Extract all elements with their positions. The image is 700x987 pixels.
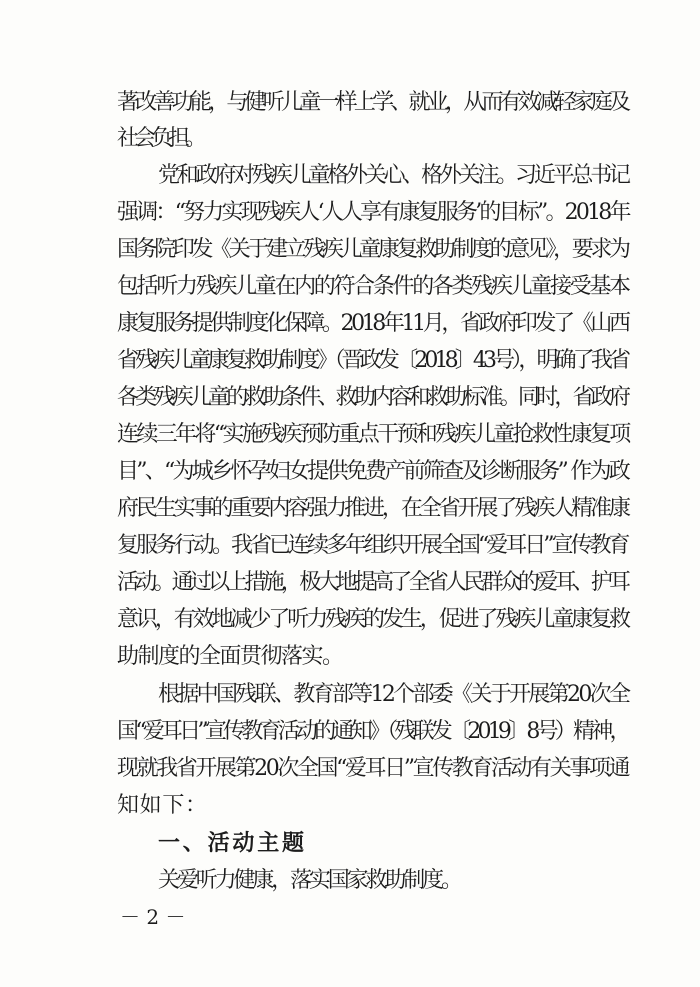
text-line: 复服务行动。我省已连续多年组织开展全国“爱耳日”宣传教育 bbox=[117, 533, 628, 558]
text-line: 现就我省开展第20次全国“爱耳日”宣传教育活动有关事项通 bbox=[117, 756, 629, 781]
text-line: 强调：“努力实现残疾人‘人人享有康复服务’的目标”。2018年 bbox=[117, 200, 629, 225]
text-line: 助制度的全面贯彻落实。 bbox=[117, 644, 343, 669]
text-line: 康复服务提供制度化保障。2018年11月，省政府印发了《山西 bbox=[117, 311, 628, 336]
text-line: 连续三年将“实施残疾预防重点干预和残疾儿童抢救性康复项 bbox=[117, 422, 629, 447]
text-line: 府民生实事的重要内容强力推进，在全省开展了残疾人精准康 bbox=[117, 496, 628, 521]
text-line: 知如下： bbox=[117, 793, 208, 818]
text-line: 社会负担。 bbox=[117, 126, 203, 151]
text-line: 国“爱耳日”宣传教育活动的通知》（残联发〔2019〕8号）精神， bbox=[117, 719, 628, 744]
text-line: 根据中国残联、教育部等12个部委《关于开展第20次全 bbox=[158, 682, 629, 707]
text-line: 目”、“为城乡怀孕妇女提供免费产前筛查及诊断服务” 作为政 bbox=[117, 459, 628, 484]
text-line: 意识，有效地减少了听力残疾的发生，促进了残疾儿童康复救 bbox=[117, 607, 628, 632]
text-line: 活动。通过以上措施，极大地提高了全省人民群众的爱耳、护耳 bbox=[117, 570, 628, 595]
text-line: 各类残疾儿童的救助条件、救助内容和救助标准。同时，省政府 bbox=[117, 385, 628, 410]
page-number: － 2 － bbox=[120, 905, 186, 929]
section-heading: 一、活动主题 bbox=[158, 831, 307, 856]
text-line: 国务院印发《关于建立残疾儿童康复救助制度的意见》，要求为 bbox=[117, 237, 628, 262]
text-line: 包括听力残疾儿童在内的符合条件的各类残疾儿童接受基本 bbox=[117, 274, 629, 299]
text-line: 省残疾儿童康复救助制度》（晋政发〔2018〕43号），明确了我省 bbox=[117, 348, 628, 373]
text-line: 关爱听力健康，落实国家救助制度。 bbox=[158, 868, 460, 893]
text-line: 著改善功能，与健听儿童一样上学、就业，从而有效减轻家庭及 bbox=[117, 90, 628, 115]
text-line: 党和政府对残疾儿童格外关心、格外关注。习近平总书记 bbox=[158, 163, 628, 188]
